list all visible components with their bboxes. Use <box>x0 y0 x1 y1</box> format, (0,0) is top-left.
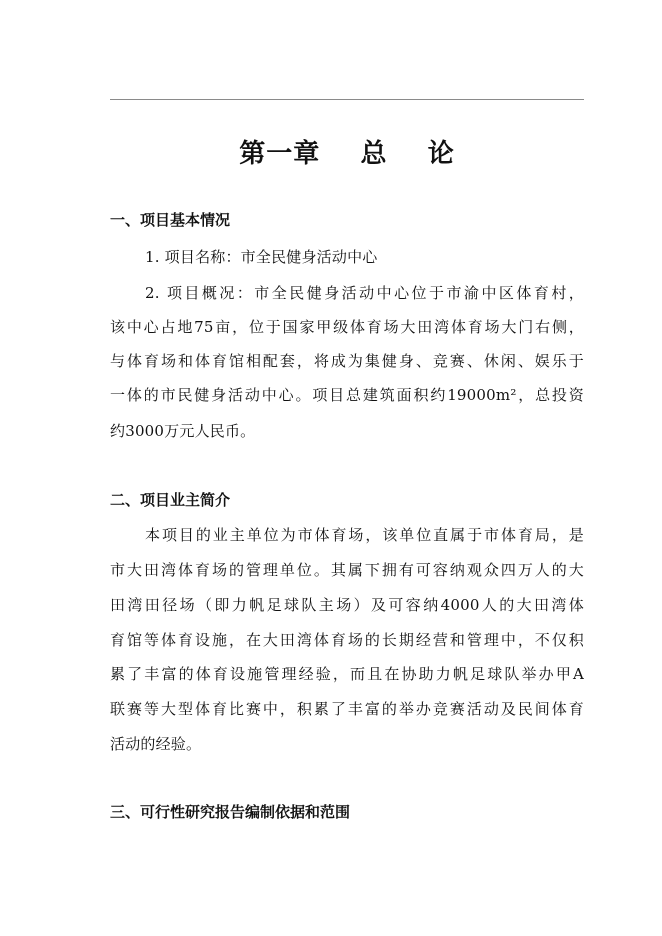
paragraph-line: 活动的经验。 <box>110 735 202 753</box>
paragraph-line: 2. 项目概况：市全民健身活动中心位于市渝中区体育村， <box>145 284 584 302</box>
header-rule <box>110 99 584 100</box>
chapter-title: 第一章 总 论 <box>239 139 455 169</box>
paragraph-line: 与体育场和体育馆相配套，将成为集健身、竞赛、休闲、娱乐于 <box>110 352 584 370</box>
paragraph-line: 育馆等体育设施，在大田湾体育场的长期经营和管理中，不仅积 <box>110 631 584 649</box>
paragraph-line: 市大田湾体育场的管理单位。其属下拥有可容纳观众四万人的大 <box>110 561 584 579</box>
paragraph-line: 本项目的业主单位为市体育场，该单位直属于市体育局，是 <box>145 526 584 544</box>
section-heading-owner-intro: 二、项目业主简介 <box>110 491 231 509</box>
paragraph-line: 一体的市民健身活动中心。项目总建筑面积约19000m²，总投资 <box>110 386 584 404</box>
paragraph-line: 累了丰富的体育设施管理经验，而且在协助力帆足球队举办甲A <box>110 665 584 683</box>
section-heading-project-basics: 一、项目基本情况 <box>110 211 231 229</box>
section-heading-study-basis: 三、可行性研究报告编制依据和范围 <box>110 803 351 821</box>
paragraph-line: 约3000万元人民币。 <box>110 422 256 440</box>
paragraph-line: 田湾田径场（即力帆足球队主场）及可容纳4000人的大田湾体 <box>110 596 584 614</box>
paragraph-line: 联赛等大型体育比赛中，积累了丰富的举办竞赛活动及民间体育 <box>110 700 584 718</box>
paragraph-line: 该中心占地75亩，位于国家甲级体育场大田湾体育场大门右侧， <box>110 318 584 336</box>
paragraph-line: 1. 项目名称：市全民健身活动中心 <box>145 248 378 266</box>
